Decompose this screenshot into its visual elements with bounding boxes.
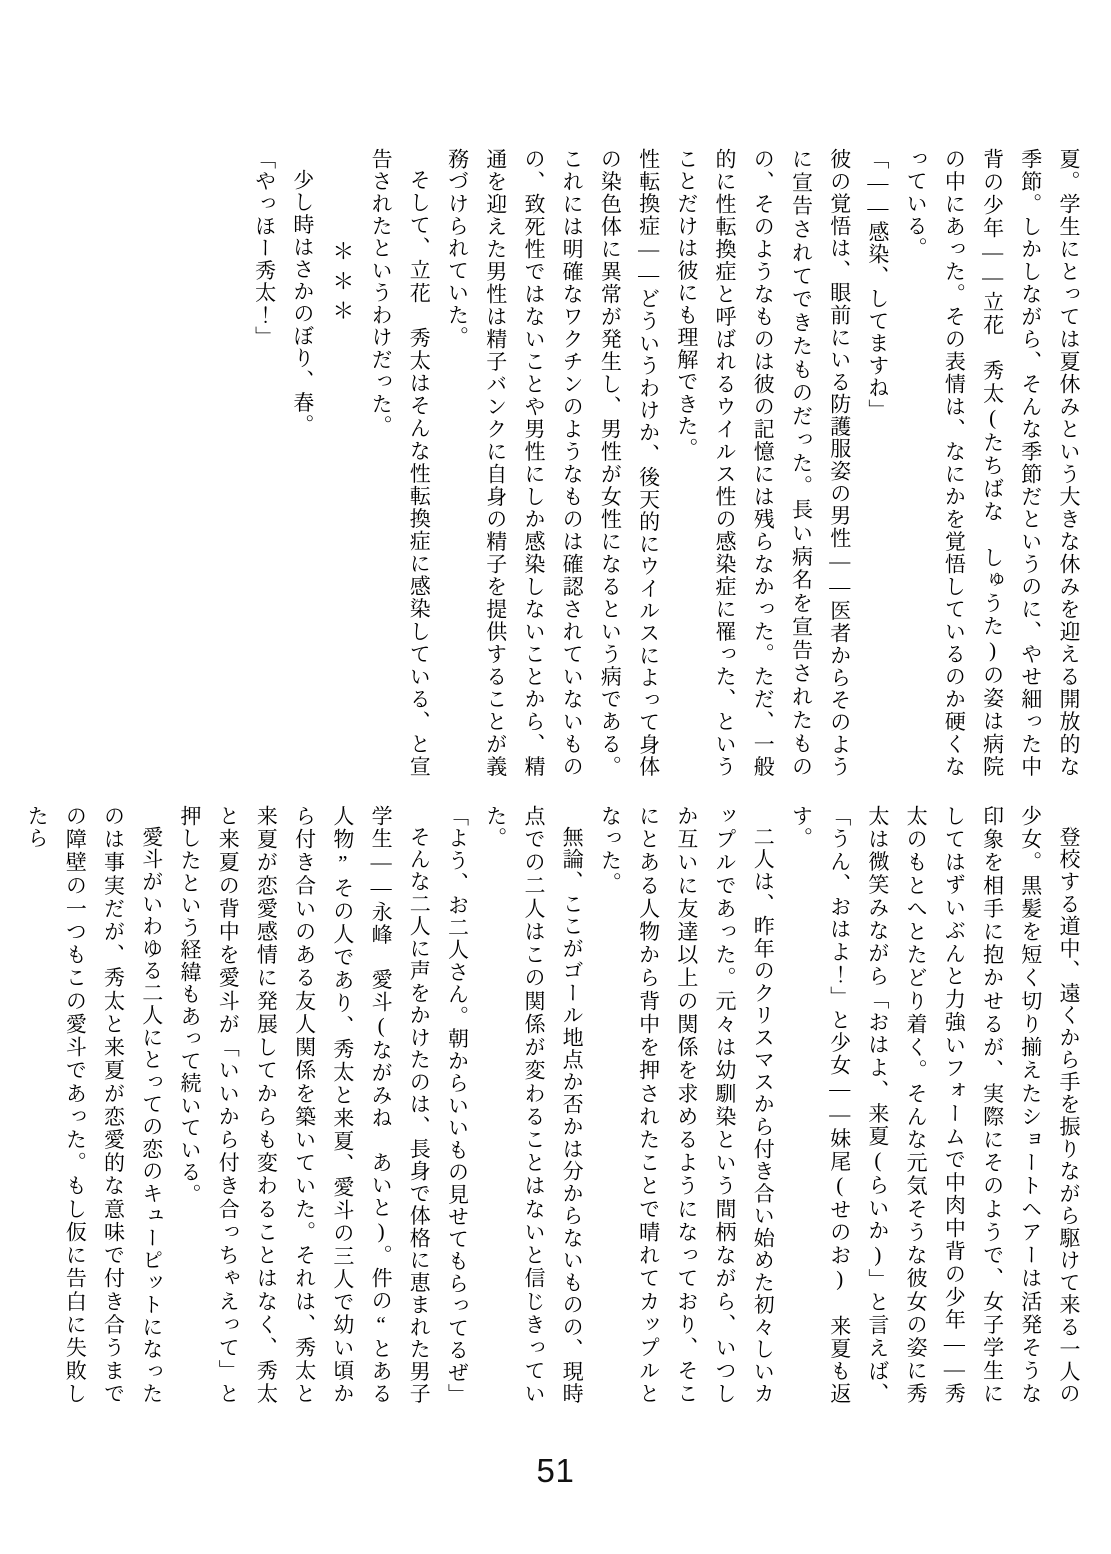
- paragraph: そんな二人に声をかけたのは、長身で体格に恵まれた男子学生――永峰 愛斗(ながみね あいと)。件の“とある人物”その人であり、秀太と来夏、愛斗の三人で幼い頃から付き合いのある友人関係を築いていた。それは、秀太と来夏が恋愛感情に発展してからも変わることはなく、秀太と来夏の背中を愛斗が「いいから付き合っちゃえって」と押したという経緯もあって続いている。: [177, 805, 432, 1405]
- paragraph: 登校する道中、遠くから手を振りながら駆けて来る一人の少女。黒髪を短く切り揃えたショートヘアーは活発そうな印象を相手に抱かせるが、実際にそのようで、女子学生にしてはずいぶんと力強いフォームで中肉中背の少年――秀太のもとへとたどり着く。そんな元気そうな彼女の姿に秀太は微笑みながら「おはよ、来夏(らいか)」と言えば、「うん、おはよ！」と少女――妹尾(せのお) 来夏も返す。: [789, 805, 1081, 1405]
- paragraph: そして、立花 秀太はそんな性転換症に感染している、と宣告されたというわけだった。: [369, 148, 432, 778]
- scene-break-separator: ＊＊＊: [329, 240, 355, 330]
- paragraph: 愛斗がいわゆる二人にとっての恋のキューピットになったのは事実だが、秀太と来夏が恋愛的な意味で付き合うまでの障壁の一つもこの愛斗であった。もし仮に告白に失敗したら: [25, 805, 164, 1405]
- paragraph-dialogue: 「よう、お二人さん。朝からいいもの見せてもらってるぜ」: [445, 805, 470, 1407]
- paragraph: 性転換症――どういうわけか、後天的にウイルスによって身体の染色体に異常が発生し、男性が女性になるという病である。これには明確なワクチンのようなものは確認されていないものの、致死性ではないことや男性にしか感染しないことから、精通を迎えた男性は精子バンクに自身の精子を提供することが義務づけられていた。: [445, 148, 661, 778]
- paragraph: 少し時はさかのぼり、春。: [290, 169, 315, 437]
- paragraph: 夏。学生にとっては夏休みという大きな休みを迎える開放的な季節。しかしながら、そんな季節だというのに、やせ細った中背の少年――立花 秀太(たちばな しゅうた)の姿は病院の中にあった。その表情は、なにかを覚悟しているのか硬くなっている。: [904, 148, 1081, 778]
- text-block-upper: [108, 148, 1088, 778]
- paragraph-dialogue: 「――感染、してますね」: [865, 148, 890, 422]
- paragraph: 彼の覚悟は、眼前にいる防護服姿の男性――医者からそのように宣告されてできたものだった。長い病名を宣告されたものの、そのようなものは彼の記憶には残らなかった。ただ、一般的に性転換症と呼ばれるウイルス性の感染症に罹った、ということだけは彼にも理解できた。: [674, 148, 852, 778]
- paragraph: 無論、ここがゴール地点か否かは分からないものの、現時点での二人はこの関係が変わることはないと信じきっていた。: [483, 805, 585, 1405]
- text-block-lower: [25, 805, 1088, 1407]
- paragraph-dialogue: 「やっほー秀太！」: [252, 148, 277, 349]
- paragraph: 二人は、昨年のクリスマスから付き合い始めた初々しいカップルであった。元々は幼馴染という間柄ながら、いつしか互いに友達以上の関係を求めるようになっており、そこにとある人物から背中を押されたことで晴れてカップルとなった。: [598, 805, 776, 1405]
- page-number: 51: [536, 1452, 575, 1489]
